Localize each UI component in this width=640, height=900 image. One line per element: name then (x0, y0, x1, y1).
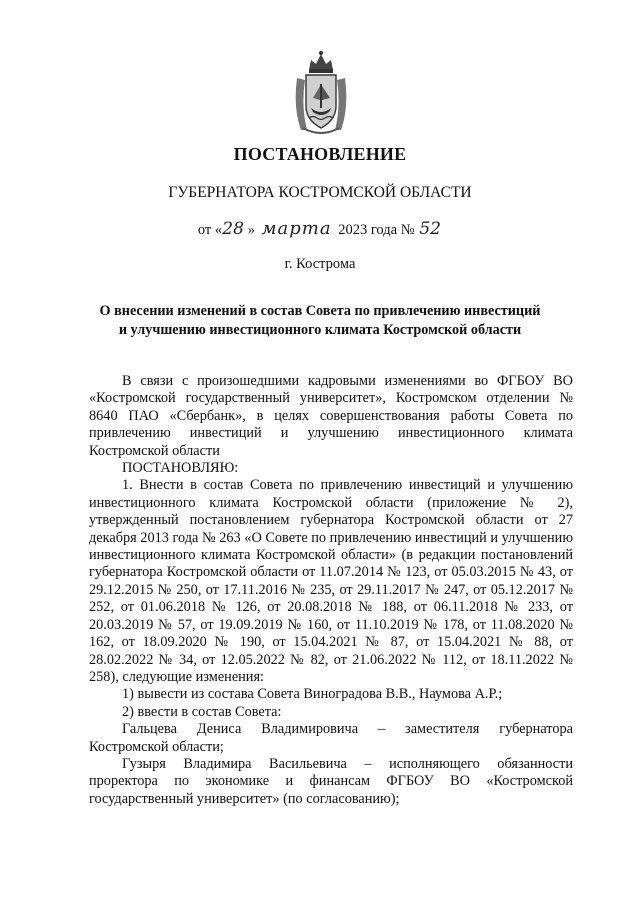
document-number-handwritten: 52 (419, 219, 441, 239)
date-year-text: 2023 года № (338, 222, 415, 238)
date-day-handwritten: 28 (222, 219, 244, 239)
document-title: ПОСТАНОВЛЕНИЕ (233, 144, 407, 164)
document-heading (60, 302, 580, 340)
paragraph-preamble: В связи с произошедшими кадровыми изменениями во ФГБОУ ВО «Костромской государственный университет», Костромском отделении № 8640 ПАО «Сбербанк», в целях совершенствования работы Совета по привлечению инвестиций и улучшению инвестиционного климата Костромской области (89, 373, 573, 459)
heading-line-1: О внесении изменений в состав Совета по привлечению инвестиций (99, 303, 541, 319)
paragraph-subitem-1: 1) вывести из состава Совета Виноградова В.В., Наумова А.Р.; (122, 686, 503, 703)
date-mid: » (247, 222, 255, 238)
document-subtitle: ГУБЕРНАТОРА КОСТРОМСКОЙ ОБЛАСТИ (168, 184, 472, 201)
paragraph-subitem-2: 2) ввести в состав Совета: (122, 703, 282, 720)
document-body (89, 373, 573, 808)
heading-line-2: и улучшению инвестиционного климата Костромской области (118, 322, 522, 338)
date-line (0, 218, 640, 239)
city: г. Кострома (284, 256, 356, 272)
paragraph-member-2: Гузыря Владимира Васильевича – исполняющего обязанности проректора по экономике и финансам ФГБОУ ВО «Костромской государственный университет» (по согласованию); (89, 755, 573, 807)
paragraph-resolve: ПОСТАНОВЛЯЮ: (122, 460, 239, 477)
date-month-handwritten: марта (261, 218, 332, 239)
coat-of-arms-emblem (293, 48, 349, 134)
paragraph-item-1: 1. Внести в состав Совета по привлечению инвестиций и улучшению инвестиционного климата Костромской области (приложение № 2), утвержденный постановлением губернатора Костромской области от 27 декабря 2013 года № 263 «О Совете по привлечению инвестиций и улучшению инвестиционного климата Костромской области» (в редакции постановлений губернатора Костромской области от 11.07.2014 № 123, от 05.03.2015 № 43, от 29.12.2015 № 250, от 17.11.2016 № 235, от 29.11.2017 № 247, от 05.12.2017 № 252, от 01.06.2018 № 126, от 20.08.2018 № 188, от 06.11.2018 № 233, от 20.03.2019 № 57, от 19.09.2019 № 160, от 11.10.2019 № 178, от 11.08.2020 № 162, от 18.09.2020 № 190, от 15.04.2021 № 87, от 15.04.2021 № 88, от 28.02.2022 № 34, от 12.05.2022 № 82, от 21.06.2022 № 112, от 18.11.2022 № 258), следующие изменения: (89, 477, 573, 685)
paragraph-member-1: Гальцева Дениса Владимировича – заместителя губернатора Костромской области; (89, 721, 573, 755)
date-prefix: от « (197, 222, 223, 238)
